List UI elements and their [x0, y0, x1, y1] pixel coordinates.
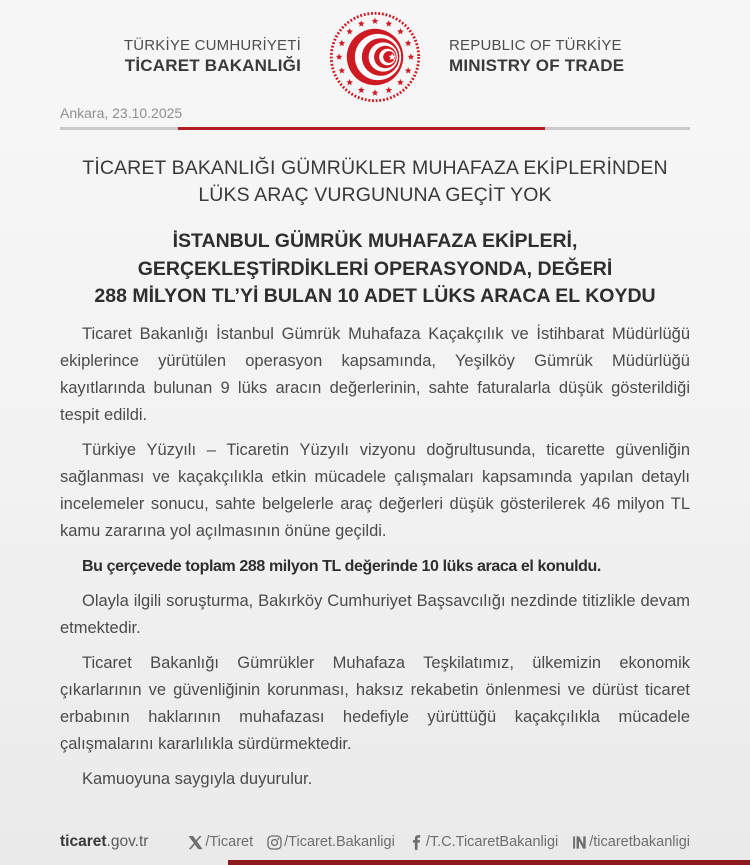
social-handle: /Ticaret.Bakanligi	[284, 834, 395, 850]
org-line: TÜRKİYE CUMHURİYETİ	[123, 36, 301, 54]
divider-gray-left	[60, 127, 178, 130]
social-link[interactable]	[267, 834, 395, 850]
social-link[interactable]	[572, 834, 690, 850]
x-icon	[188, 835, 203, 850]
social-link[interactable]	[409, 834, 558, 850]
paragraph: Kamuoyuna saygıyla duyurulur.	[82, 769, 313, 788]
paragraph-emphasis: Bu çerçevede toplam 288 milyon TL değerinde 10 lüks araca el konuldu.	[82, 557, 601, 575]
body-text	[60, 321, 690, 793]
website-rest-part: .gov.tr	[106, 833, 149, 850]
title-line-1: TİCARET BAKANLIĞI GÜMRÜKLER MUHAFAZA EKİPLERİNDEN	[82, 157, 668, 179]
divider-gray-right	[545, 127, 690, 130]
social-handle: /Ticaret	[205, 834, 254, 850]
dateline: Ankara, 23.10.2025	[60, 105, 183, 121]
masthead	[60, 0, 690, 103]
subtitle-line-1: İSTANBUL GÜMRÜK MUHAFAZA EKİPLERİ,	[172, 230, 578, 252]
subtitle-line-3: 288 MİLYON TL’Yİ BULAN 10 ADET LÜKS ARACA EL KOYDU	[94, 285, 656, 307]
org-line: REPUBLIC OF TÜRKİYE	[449, 36, 622, 54]
instagram-icon	[267, 835, 282, 850]
facebook-icon	[409, 835, 424, 850]
paragraph: Ticaret Bakanlığı Gümrükler Muhafaza Teşkilatımız, ülkemizin ekonomik çıkarlarının ve güvenliğinin korunması, haksız rekabetin önlenmesi ve dürüst ticaret erbabının haklarının muhafazası hedefiyle yürüttüğü kaçakçılıkla mücadele çalışmalarını kararlılıkla sürdürmektedir.	[60, 653, 690, 753]
website-bold-part: ticaret	[60, 833, 107, 850]
org-name-turkish	[60, 36, 301, 78]
paragraph: Olayla ilgili soruşturma, Bakırköy Cumhuriyet Başsavcılığı nezdinde titizlikle devam etmektedir.	[60, 591, 690, 637]
paragraph: Ticaret Bakanlığı İstanbul Gümrük Muhafaza Kaçakçılık ve İstihbarat Müdürlüğü ekiplerince yürütülen operasyon kapsamında, Yeşilköy Gümrük Müdürlüğü kayıtlarında bulunan 9 lüks aracın değerlerinin, sahte faturalarla düşük gösterildiği tespit edildi.	[60, 324, 690, 424]
website-link[interactable]	[60, 833, 148, 851]
title-line-2: LÜKS ARAÇ VURGUNUNA GEÇİT YOK	[198, 184, 552, 206]
org-line: MINISTRY OF TRADE	[449, 56, 625, 76]
divider	[60, 127, 690, 130]
org-line: TİCARET BAKANLIĞI	[124, 56, 301, 76]
subtitle-line-2: GERÇEKLEŞTİRDİKLERİ OPERASYONDA, DEĞERİ	[137, 257, 613, 280]
social-link[interactable]	[188, 834, 253, 850]
page-title	[60, 155, 690, 209]
social-handle: /ticaretbakanligi	[589, 834, 690, 850]
page-subtitle	[60, 228, 690, 311]
ministry-of-trade-emblem-icon	[328, 10, 422, 104]
social-links	[188, 834, 690, 850]
bottom-accent-bar	[228, 860, 750, 865]
nsosyal-icon	[572, 835, 587, 850]
footer	[60, 833, 690, 851]
paragraph: Türkiye Yüzyılı – Ticaretin Yüzyılı vizyonu doğrultusunda, ticarette güvenliğin sağlanması ve kaçakçılıkla etkin mücadele çalışmaları kapsamında yapılan detaylı incelemeler sonucu, sahte belgelerle araç değerleri düşük gösterilerek 46 milyon TL kamu zararına yol açılmasının önüne geçildi.	[60, 440, 690, 540]
divider-red	[178, 127, 545, 130]
social-handle: /T.C.TicaretBakanligi	[425, 834, 559, 850]
org-name-english	[449, 36, 690, 78]
